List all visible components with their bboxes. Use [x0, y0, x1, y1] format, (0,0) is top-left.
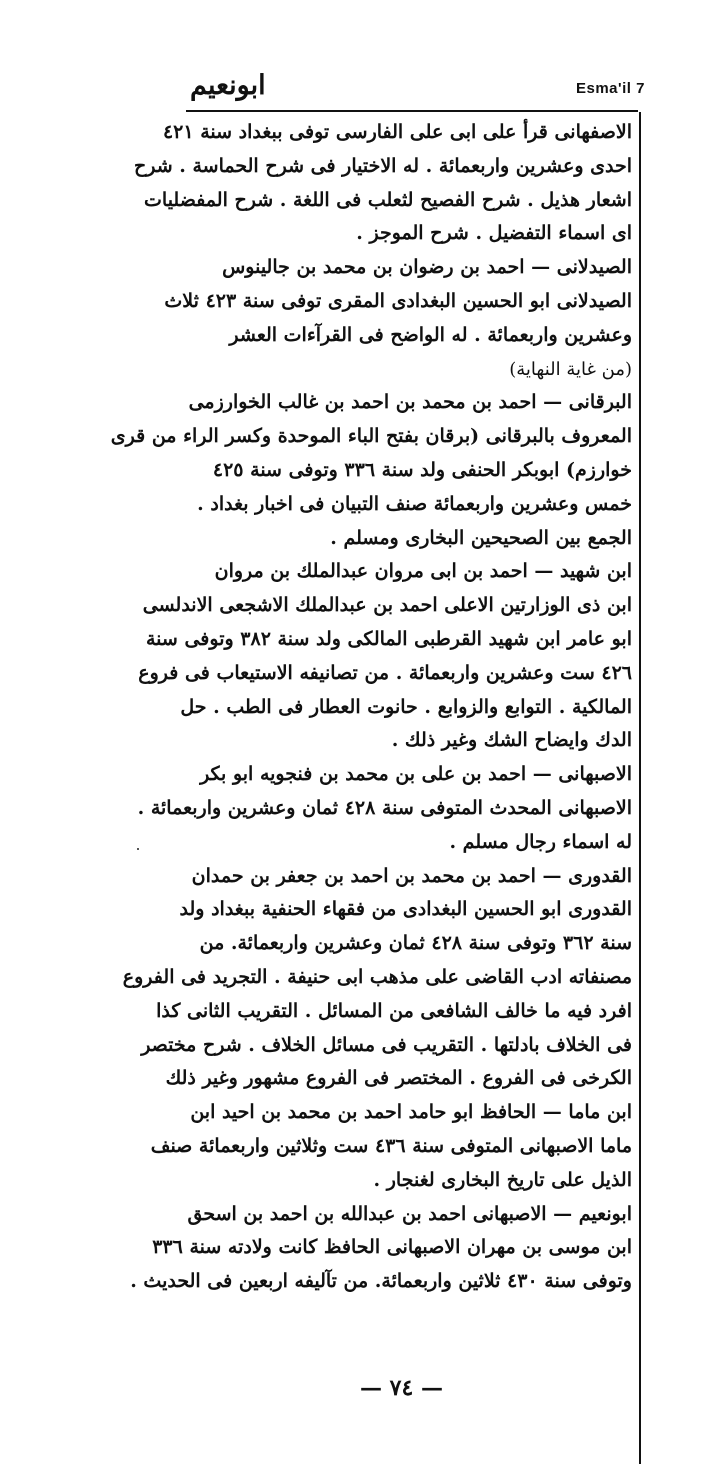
text-line: القدورى — احمد بن محمد بن احمد بن جعفر بن حمدان [191, 864, 632, 887]
margin-rule [639, 112, 641, 1464]
text-line: القدورى ابو الحسين البغدادى من فقهاء الحنفية ببغداد ولد [179, 898, 632, 921]
text-line: الدك وايضاح الشك وغير ذلك . [391, 729, 632, 752]
text-line: الذيل على تاريخ البخارى لغنجار . [373, 1168, 632, 1191]
text-line: ماما الاصبهانى المتوفى سنة ٤٣٦ ست وثلاثين واربعمائة صنف [150, 1134, 632, 1157]
text-line: ابن ماما — الحافظ ابو حامد احمد بن محمد بن احيد ابن [190, 1101, 632, 1124]
text-line: اشعار هذيل . شرح الفصيح لثعلب فى اللغة . شرح المفضليات [144, 188, 632, 211]
text-line: الصيدلانى — احمد بن رضوان بن محمد بن جالينوس [222, 256, 632, 279]
text-line: وتوفى سنة ٤٣٠ ثلاثين واربعمائة. من تآليفه اربعين فى الحديث . [130, 1270, 632, 1293]
header-rule [186, 110, 638, 112]
text-line: افرد فيه ما خالف الشافعى من المسائل . التقريب الثانى كذا [156, 999, 632, 1022]
text-line: الاصفهانى قرأ على ابى على الفارسى توفى ببغداد سنة ٤٢١ [162, 121, 632, 143]
text-line: ابن موسى بن مهران الاصبهانى الحافظ كانت ولادته سنة ٣٣٦ [152, 1236, 632, 1259]
text-line: وعشرين واربعمائة . له الواضح فى القرآءات العشر [229, 323, 632, 346]
page-number: — ٧٤ — [360, 1375, 443, 1401]
text-line: البرقانى — احمد بن محمد بن احمد بن غالب الخوارزمى [188, 391, 632, 414]
text-line: الكرخى فى الفروع . المختصر فى الفروع مشهور وغير ذلك [165, 1067, 632, 1090]
text-line: له اسماء رجال مسلم . [449, 830, 632, 853]
text-line: الصيدلانى ابو الحسين البغدادى المقرى توفى سنة ٤٢٣ ثلاث [164, 289, 632, 312]
text-line: الاصبهانى المحدث المتوفى سنة ٤٢٨ ثمان وعشرين واربعمائة . [137, 796, 632, 819]
text-line: احدى وعشرين واربعمائة . له الاختيار فى شرح الحماسة . شرح [133, 154, 632, 177]
text-line: ابن شهيد — احمد بن ابى مروان عبدالملك بن مروان [214, 560, 632, 583]
text-line: ٤٢٦ ست وعشرين واربعمائة . من تصانيفه الاستيعاب فى فروع [138, 661, 632, 684]
text-line: ابونعيم — الاصبهانى احمد بن عبدالله بن احمد بن اسحق [187, 1202, 632, 1225]
text-line: فى الخلاف بادلتها . التقريب فى مسائل الخلاف . شرح مختصر [141, 1033, 632, 1056]
text-line: ابن ذى الوزارتين الاعلى احمد بن عبدالملك الاشجعى الاندلسى [142, 594, 632, 617]
text-line: المالكية . التوابع والزوابع . حانوت العطار فى الطب . حل [180, 695, 632, 718]
text-line: خمس وعشرين واربعمائة صنف التبيان فى اخبار بغداد . [197, 492, 632, 515]
text-line: اى اسماء التفضيل . شرح الموجز . [356, 222, 632, 245]
text-line: ابو عامر ابن شهيد القرطبى المالكى ولد سنة ٣٨٢ وتوفى سنة [146, 627, 632, 650]
text-line: الجمع بين الصحيحين البخارى ومسلم . [330, 526, 632, 549]
print-speck [137, 848, 139, 850]
body-text [110, 116, 632, 1299]
text-line: سنة ٣٦٢ وتوفى سنة ٤٢٨ ثمان وعشرين واربعمائة. من [199, 932, 632, 955]
running-header-arabic: ابونعيم [190, 70, 266, 101]
source-note: (من غاية النهاية) [509, 358, 632, 380]
text-line: خوارزم) ابوبكر الحنفى ولد سنة ٣٣٦ وتوفى سنة ٤٢٥ [212, 458, 632, 481]
running-header-latin: Esma'il 7 [576, 80, 645, 97]
text-line: المعروف بالبرقانى (برقان بفتح الباء الموحدة وكسر الراء من قرى [110, 425, 632, 448]
text-line: مصنفاته ادب القاضى على مذهب ابى حنيفة . التجريد فى الفروع [122, 965, 632, 988]
text-line: الاصبهانى — احمد بن على بن محمد بن فنجويه ابو بكر [200, 763, 632, 786]
